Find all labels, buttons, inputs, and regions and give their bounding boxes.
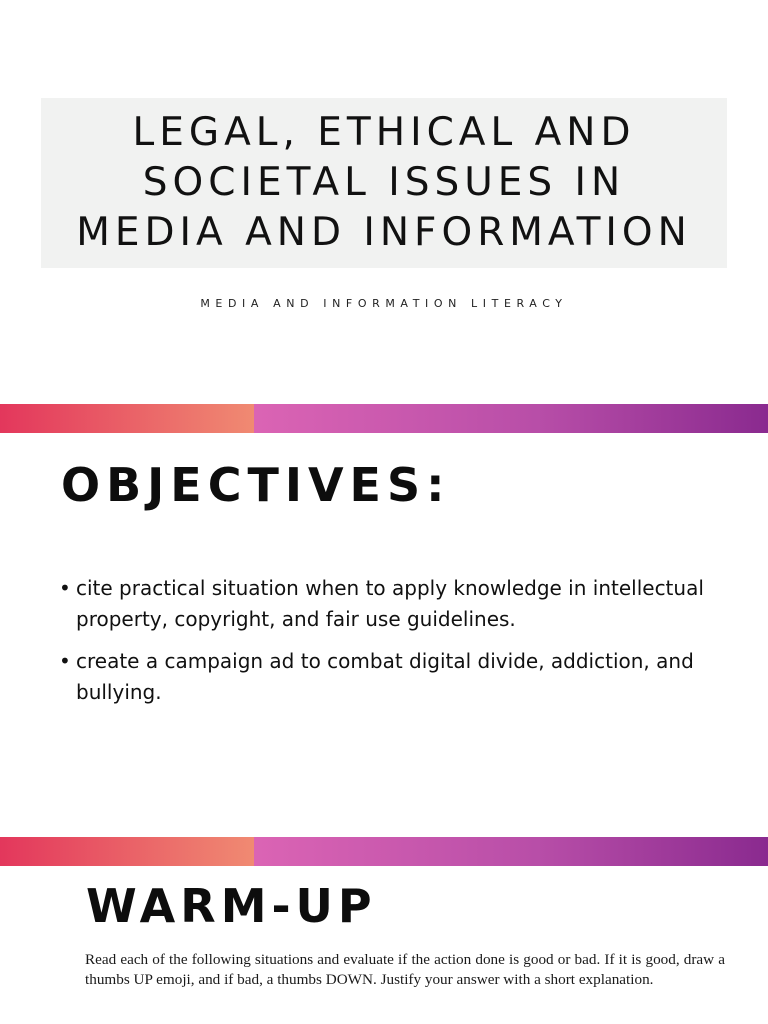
- subtitle: MEDIA AND INFORMATION LITERACY: [200, 297, 568, 310]
- objective-text: create a campaign ad to combat digital divide, addiction, and bullying.: [76, 649, 694, 704]
- bullet-icon: •: [59, 576, 71, 600]
- title-box: [41, 98, 727, 268]
- objectives-heading: OBJECTIVES:: [61, 458, 451, 512]
- gradient-divider-left-segment: [0, 837, 254, 866]
- objective-item: [59, 646, 739, 708]
- bullet-icon: •: [59, 649, 71, 673]
- title-line-3: MEDIA AND INFORMATION: [76, 210, 692, 255]
- gradient-divider-top: [0, 404, 768, 433]
- gradient-divider-bottom: [0, 837, 768, 866]
- gradient-divider-right-segment: [254, 404, 768, 433]
- gradient-divider-right-segment: [254, 837, 768, 866]
- objectives-list: [59, 573, 739, 719]
- title-line-2: SOCIETAL ISSUES IN: [142, 160, 626, 205]
- objective-item: [59, 573, 739, 635]
- title-line-1: LEGAL, ETHICAL AND: [132, 110, 636, 155]
- warmup-heading: WARM-UP: [86, 879, 377, 933]
- warmup-instructions: Read each of the following situations and evaluate if the action done is good or bad. If it is good, draw a thumbs UP emoji, and if bad, a thumbs DOWN. Justify your answer with a short explanation.: [85, 951, 725, 988]
- gradient-divider-left-segment: [0, 404, 254, 433]
- objective-text: cite practical situation when to apply knowledge in intellectual property, copyright, and fair use guidelines.: [76, 576, 704, 631]
